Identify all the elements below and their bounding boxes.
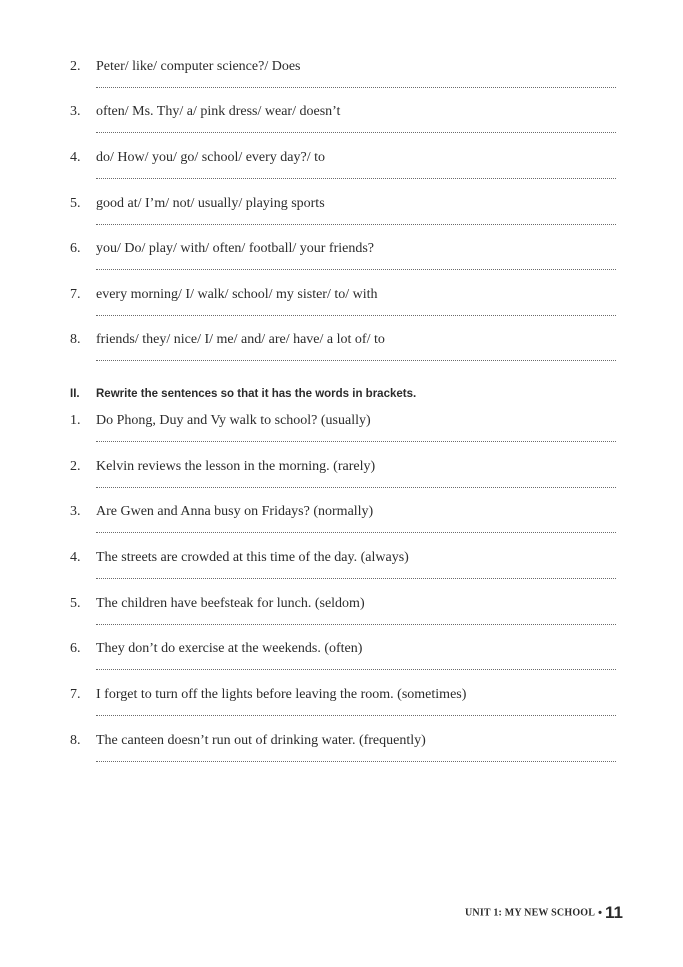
item-prompt: The canteen doesn’t run out of drinking water. (frequently) xyxy=(96,733,426,748)
exercise-item xyxy=(0,286,683,332)
item-prompt: They don’t do exercise at the weekends. (often) xyxy=(96,641,363,656)
exercise-item xyxy=(0,195,683,241)
exercise-item xyxy=(0,331,683,377)
exercise-item xyxy=(0,503,683,549)
answer-line[interactable] xyxy=(96,178,616,179)
exercise-item xyxy=(0,640,683,686)
item-prompt: every morning/ I/ walk/ school/ my sister/ to/ with xyxy=(96,287,378,302)
item-number: 5. xyxy=(70,596,81,611)
item-prompt: friends/ they/ nice/ I/ me/ and/ are/ have/ a lot of/ to xyxy=(96,332,385,347)
item-prompt: often/ Ms. Thy/ a/ pink dress/ wear/ doesn’t xyxy=(96,104,341,119)
exercise-item xyxy=(0,732,683,778)
item-number: 3. xyxy=(70,504,81,519)
footer-bullet: • xyxy=(598,907,603,919)
answer-line[interactable] xyxy=(96,441,616,442)
item-number: 8. xyxy=(70,332,81,347)
exercise-item xyxy=(0,595,683,641)
answer-line[interactable] xyxy=(96,669,616,670)
item-prompt: Kelvin reviews the lesson in the morning. (rarely) xyxy=(96,459,376,474)
page-footer xyxy=(465,903,623,923)
item-number: 5. xyxy=(70,196,81,211)
answer-line[interactable] xyxy=(96,87,616,88)
exercise-item xyxy=(0,686,683,732)
item-number: 3. xyxy=(70,104,81,119)
answer-line[interactable] xyxy=(96,360,616,361)
exercise-item xyxy=(0,412,683,458)
exercise-item xyxy=(0,549,683,595)
section-heading xyxy=(70,387,416,401)
item-prompt: good at/ I’m/ not/ usually/ playing sports xyxy=(96,196,325,211)
answer-line[interactable] xyxy=(96,224,616,225)
item-number: 6. xyxy=(70,241,81,256)
item-number: 2. xyxy=(70,59,81,74)
exercise-item xyxy=(0,58,683,104)
item-prompt: do/ How/ you/ go/ school/ every day?/ to xyxy=(96,150,326,165)
item-number: 1. xyxy=(70,413,81,428)
item-number: 8. xyxy=(70,733,81,748)
unit-title: UNIT 1: MY NEW SCHOOL xyxy=(465,907,596,919)
exercise-item xyxy=(0,103,683,149)
answer-line[interactable] xyxy=(96,269,616,270)
item-prompt: Are Gwen and Anna busy on Fridays? (normally) xyxy=(96,504,374,519)
answer-line[interactable] xyxy=(96,715,616,716)
answer-line[interactable] xyxy=(96,578,616,579)
exercise-item xyxy=(0,149,683,195)
item-number: 2. xyxy=(70,459,81,474)
section-instruction: Rewrite the sentences so that it has the words in brackets. xyxy=(96,388,417,400)
item-number: 4. xyxy=(70,150,81,165)
item-prompt: I forget to turn off the lights before leaving the room. (sometimes) xyxy=(96,687,467,702)
item-number: 4. xyxy=(70,550,81,565)
answer-line[interactable] xyxy=(96,315,616,316)
item-prompt: The children have beefsteak for lunch. (seldom) xyxy=(96,596,365,611)
item-number: 7. xyxy=(70,287,81,302)
exercise-item xyxy=(0,458,683,504)
answer-line[interactable] xyxy=(96,532,616,533)
answer-line[interactable] xyxy=(96,761,616,762)
item-prompt: Peter/ like/ computer science?/ Does xyxy=(96,59,301,74)
answer-line[interactable] xyxy=(96,132,616,133)
section-number: II. xyxy=(70,388,80,400)
item-prompt: Do Phong, Duy and Vy walk to school? (usually) xyxy=(96,413,371,428)
exercise-item xyxy=(0,240,683,286)
item-number: 6. xyxy=(70,641,81,656)
answer-line[interactable] xyxy=(96,487,616,488)
item-prompt: you/ Do/ play/ with/ often/ football/ your friends? xyxy=(96,241,375,256)
item-prompt: The streets are crowded at this time of the day. (always) xyxy=(96,550,409,565)
item-number: 7. xyxy=(70,687,81,702)
page-number: 11 xyxy=(605,903,623,922)
answer-line[interactable] xyxy=(96,624,616,625)
